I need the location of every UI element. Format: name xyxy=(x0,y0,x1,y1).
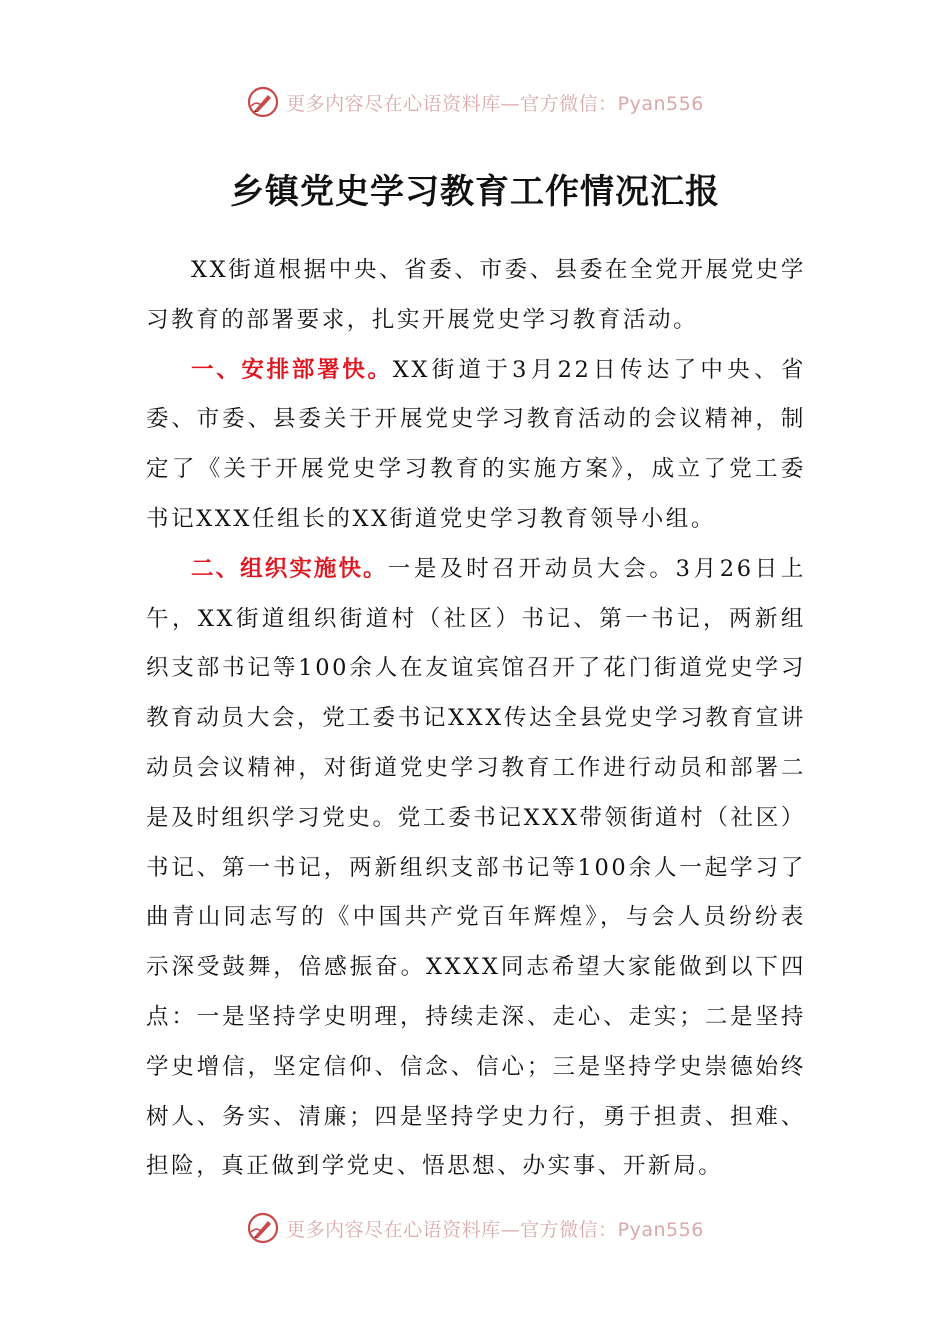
banner-text xyxy=(286,1215,704,1242)
wechat-id: Pyan556 xyxy=(617,92,704,115)
banner-main-text: 更多内容尽在心语资料库—官方微信： xyxy=(286,1218,618,1241)
header-banner xyxy=(0,82,950,122)
document-body xyxy=(146,246,806,1192)
section-paragraph-2 xyxy=(146,545,806,1192)
footer-banner xyxy=(0,1208,950,1248)
pen-logo-icon xyxy=(246,1211,280,1245)
document-title: 乡镇党史学习教育工作情况汇报 xyxy=(230,172,720,212)
banner-text xyxy=(286,89,704,116)
intro-paragraph: XX街道根据中央、省委、市委、县委在全党开展党史学习教育的部署要求，扎实开展党史学习教育活动。 xyxy=(146,257,806,333)
banner-main-text: 更多内容尽在心语资料库—官方微信： xyxy=(286,92,618,115)
section-paragraph-1 xyxy=(146,346,806,545)
section-lead-1: 一、安排部署快。 xyxy=(191,356,393,383)
section-body-1: XX街道于3月22日传达了中央、省委、市委、县委关于开展党史学习教育活动的会议精神，制定了《关于开展党史学习教育的实施方案》，成立了党工委书记XXX任组长的XX街道党史学习教育领导小组。 xyxy=(146,356,806,532)
section-lead-2: 二、组织实施快。 xyxy=(191,555,388,582)
wechat-id: Pyan556 xyxy=(617,1218,704,1241)
section-body-2: 一是及时召开动员大会。3月26日上午，XX街道组织街道村（社区）书记、第一书记，两新组织支部书记等100余人在友谊宾馆召开了花门街道党史学习教育动员大会，党工委书记XXX传达全县党史学习教育宣讲动员会议精神，对街道党史学习教育工作进行动员和部署二是及时组织学习党史。党工委书记XXX带领街道村（社区）书记、第一书记，两新组织支部书记等100余人一起学习了曲青山同志写的《中国共产党百年辉煌》，与会人员纷纷表示深受鼓舞，倍感振奋。XXXX同志希望大家能做到以下四点：一是坚持学史明理，持续走深、走心、走实；二是坚持学史增信，坚定信仰、信念、信心；三是坚持学史崇德始终树人、务实、清廉；四是坚持学史力行，勇于担责、担难、担险，真正做到学党史、悟思想、办实事、开新局。 xyxy=(146,555,806,1180)
pen-logo-icon xyxy=(246,85,280,119)
